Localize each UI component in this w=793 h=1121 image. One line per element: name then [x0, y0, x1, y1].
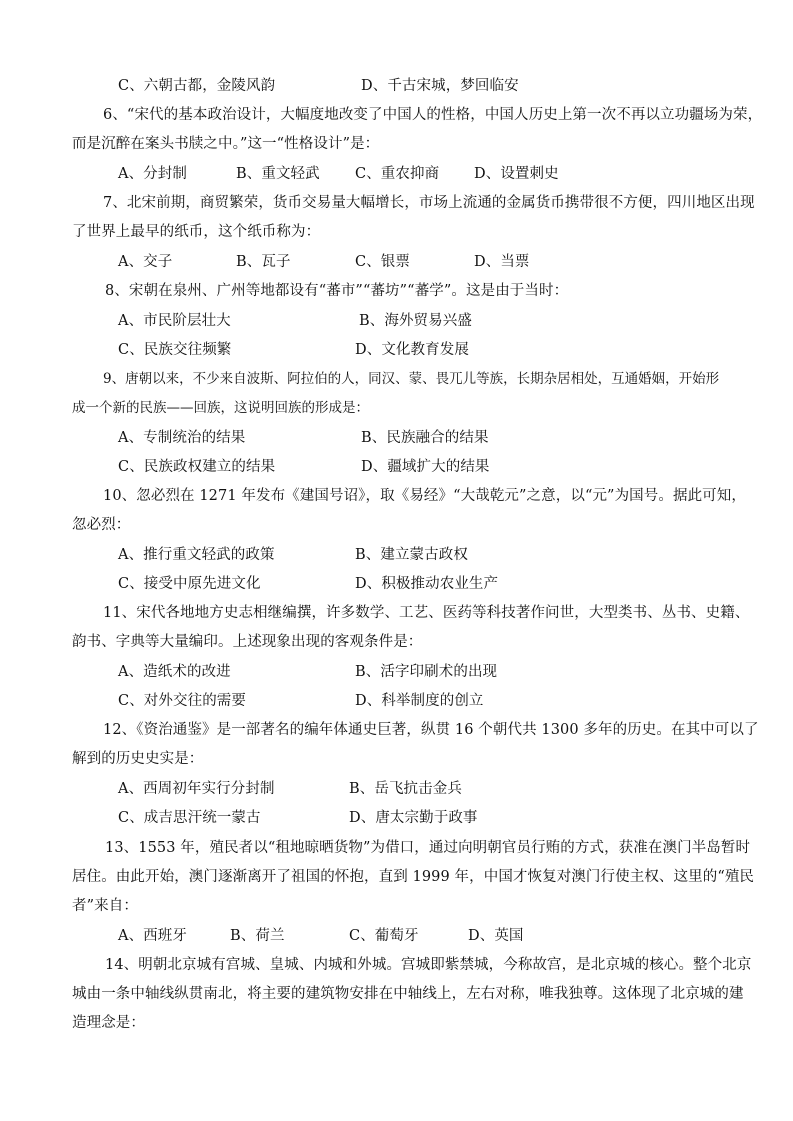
q6-stem-line1: 6、“宋代的基本政治设计，大幅度地改变了中国人的性格，中国人历史上第一次不再以立功疆场为荣， [103, 107, 763, 123]
q5-option-c: C、六朝古都，金陵风韵 [118, 78, 276, 94]
q12-option-d: D、唐太宗勤于政事 [349, 810, 478, 826]
q8-option-d: D、文化教育发展 [355, 342, 469, 358]
q9-option-a: A、专制统治的结果 [118, 430, 246, 446]
q9-option-c: C、民族政权建立的结果 [118, 459, 276, 475]
q7-option-d: D、当票 [474, 254, 530, 270]
q6-option-c: C、重农抑商 [355, 166, 440, 182]
q10-option-d: D、积极推动农业生产 [355, 576, 499, 592]
q13-option-a: A、西班牙 [118, 928, 187, 944]
q10-stem-line1: 10、忽必烈在 1271 年发布《建国号诏》，取《易经》“大哉乾元”之意，以“元”为国号。据此可知， [103, 488, 746, 504]
q8-option-b: B、海外贸易兴盛 [359, 313, 472, 329]
q12-stem-line1: 12、《资治通鉴》是一部著名的编年体通史巨著，纵贯 16 个朝代共 1300 多年的历史。在其中可以了 [103, 722, 759, 738]
q7-stem-line2: 了世界上最早的纸币，这个纸币称为： [72, 224, 321, 240]
q14-stem-line3: 造理念是： [72, 1015, 145, 1031]
q8-option-c: C、民族交往频繁 [118, 342, 232, 358]
q6-option-b: B、重文轻武 [236, 166, 320, 182]
q12-option-a: A、西周初年实行分封制 [118, 781, 275, 797]
q14-stem-line2: 城由一条中轴线纵贯南北，将主要的建筑物安排在中轴线上，左右对称，唯我独尊。这体现了北京城的建 [72, 986, 744, 1002]
q13-stem-line1: 13、1553 年，殖民者以“租地晾晒货物”为借口，通过向明朝官员行贿的方式，获准在澳门半岛暂时 [105, 840, 751, 856]
q8-stem-line1: 8、宋朝在泉州、广州等地都设有“蕃市”“蕃坊”“蕃学”。这是由于当时： [105, 283, 569, 299]
q8-option-a: A、市民阶层壮大 [118, 313, 231, 329]
q7-stem-line1: 7、北宋前期，商贸繁荣，货币交易量大幅增长，市场上流通的金属货币携带很不方便，四川地区出现 [103, 195, 755, 211]
q12-option-b: B、岳飞抗击金兵 [349, 781, 462, 797]
q10-option-b: B、建立蒙古政权 [355, 547, 468, 563]
q11-option-a: A、造纸术的改进 [118, 664, 231, 680]
q7-option-a: A、交子 [118, 254, 173, 270]
q12-stem-line2: 解到的历史史实是： [72, 751, 204, 767]
q10-option-c: C、接受中原先进文化 [118, 576, 261, 592]
q11-option-c: C、对外交往的需要 [118, 693, 246, 709]
q7-option-b: B、瓦子 [236, 254, 291, 270]
q6-stem-line2: 而是沉醉在案头书牍之中。”这一“性格设计”是： [72, 136, 380, 152]
q11-stem-line2: 韵书、字典等大量编印。上述现象出现的客观条件是： [72, 634, 423, 650]
q13-stem-line3: 者”来自： [72, 898, 138, 914]
q10-stem-line2: 忽必烈： [72, 517, 131, 533]
q9-option-b: B、民族融合的结果 [361, 430, 489, 446]
q7-option-c: C、银票 [355, 254, 410, 270]
q6-option-a: A、分封制 [118, 166, 187, 182]
q6-option-d: D、设置刺史 [474, 166, 559, 182]
q14-stem-line1: 14、明朝北京城有宫城、皇城、内城和外城。宫城即紫禁城，今称故宫，是北京城的核心。整个北京 [105, 957, 752, 973]
q11-option-d: D、科举制度的创立 [355, 693, 484, 709]
q11-stem-line1: 11、宋代各地地方史志相继编撰，许多数学、工艺、医药等科技著作问世，大型类书、丛书、史籍、 [103, 605, 750, 621]
q9-stem-line2: 成一个新的民族——回族，这说明回族的形成是： [72, 400, 369, 416]
q11-option-b: B、活字印刷术的出现 [355, 664, 498, 680]
q13-option-c: C、葡萄牙 [349, 928, 419, 944]
q9-stem-line1: 9、唐朝以来，不少来自波斯、阿拉伯的人，同汉、蒙、畏兀儿等族，长期杂居相处，互通婚姻，开始形 [103, 371, 720, 387]
q5-option-d: D、千古宋城，梦回临安 [361, 78, 519, 94]
q12-option-c: C、成吉思汗统一蒙古 [118, 810, 261, 826]
q13-option-b: B、荷兰 [230, 928, 285, 944]
q10-option-a: A、推行重文轻武的政策 [118, 547, 275, 563]
q13-stem-line2: 居住。由此开始，澳门逐渐离开了祖国的怀抱，直到 1999 年，中国才恢复对澳门行使主权、这里的“殖民 [72, 869, 755, 885]
q13-option-d: D、英国 [468, 928, 524, 944]
q9-option-d: D、疆域扩大的结果 [361, 459, 490, 475]
